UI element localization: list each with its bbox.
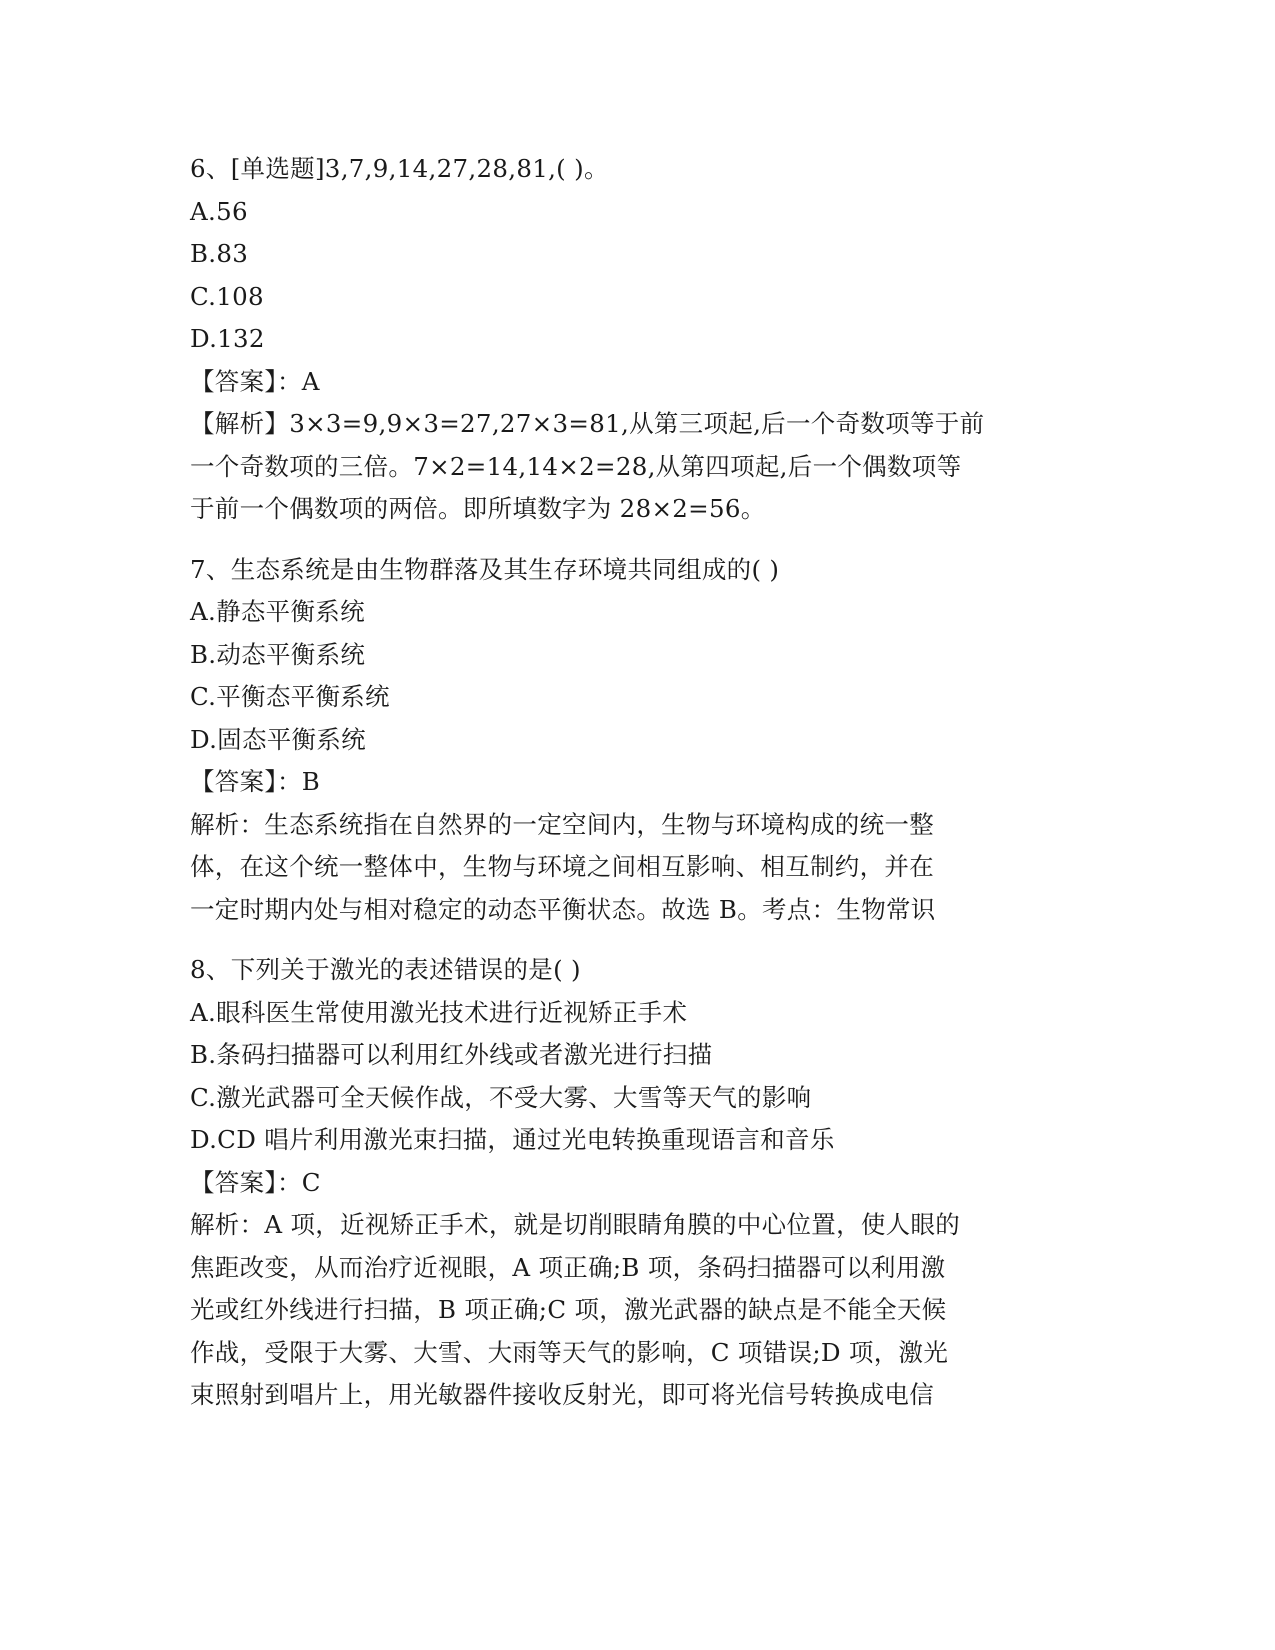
option-c: C.激光武器可全天候作战，不受大雾、大雪等天气的影响	[190, 1082, 812, 1112]
analysis-line: 解析：A 项，近视矫正手术，就是切削眼睛角膜的中心位置，使人眼的	[190, 1210, 961, 1239]
option-b: B.动态平衡系统	[190, 639, 366, 669]
analysis-line: 体，在这个统一整体中，生物与环境之间相互影响、相互制约，并在	[190, 852, 934, 881]
analysis-line: 一定时期内处与相对稳定的动态平衡状态。故选 B。考点：生物常识	[190, 894, 936, 924]
option-c: C.平衡态平衡系统	[190, 682, 390, 711]
option-c: C.108	[190, 281, 264, 311]
option-d: D.132	[190, 324, 265, 353]
option-d: D.CD 唱片利用激光束扫描，通过光电转换重现语言和音乐	[190, 1125, 835, 1154]
spacer	[190, 531, 1090, 549]
spacer	[190, 931, 1090, 949]
analysis-line: 于前一个偶数项的两倍。即所填数字为 28×2=56。	[190, 494, 766, 523]
analysis-line: 一个奇数项的三倍。7×2=14,14×2=28,从第四项起,后一个偶数项等	[190, 451, 962, 481]
analysis-line: 【解析】3×3=9,9×3=27,27×3=81,从第三项起,后一个奇数项等于前	[190, 409, 985, 438]
answer-line: 【答案】：A	[190, 366, 320, 396]
analysis-line: 焦距改变，从而治疗近视眼，A 项正确;B 项，条码扫描器可以利用激	[190, 1252, 946, 1282]
option-b: B.条码扫描器可以利用红外线或者激光进行扫描	[190, 1040, 713, 1069]
analysis-line: 束照射到唱片上，用光敏器件接收反射光，即可将光信号转换成电信	[190, 1380, 934, 1409]
answer-line: 【答案】：B	[190, 767, 321, 796]
question-block	[190, 549, 1090, 932]
question-block	[190, 949, 1090, 1417]
answer-line: 【答案】：C	[190, 1167, 321, 1197]
question-list	[190, 148, 1090, 1417]
analysis-line: 作战，受限于大雾、大雪、大雨等天气的影响，C 项错误;D 项，激光	[190, 1337, 949, 1367]
option-a: A.静态平衡系统	[190, 597, 365, 626]
option-a: A.眼科医生常使用激光技术进行近视矫正手术	[190, 997, 688, 1027]
analysis-line: 解析：生态系统指在自然界的一定空间内，生物与环境构成的统一整	[190, 809, 934, 839]
option-b: B.83	[190, 239, 249, 268]
question-stem: 8、下列关于激光的表述错误的是( )	[190, 955, 581, 984]
question-stem: 6、[单选题]3,7,9,14,27,28,81,( )。	[190, 154, 609, 183]
analysis-line: 光或红外线进行扫描，B 项正确;C 项，激光武器的缺点是不能全天候	[190, 1295, 947, 1324]
option-d: D.固态平衡系统	[190, 724, 366, 754]
option-a: A.56	[190, 196, 248, 226]
question-stem: 7、生态系统是由生物群落及其生存环境共同组成的( )	[190, 554, 780, 584]
question-block	[190, 148, 1090, 531]
